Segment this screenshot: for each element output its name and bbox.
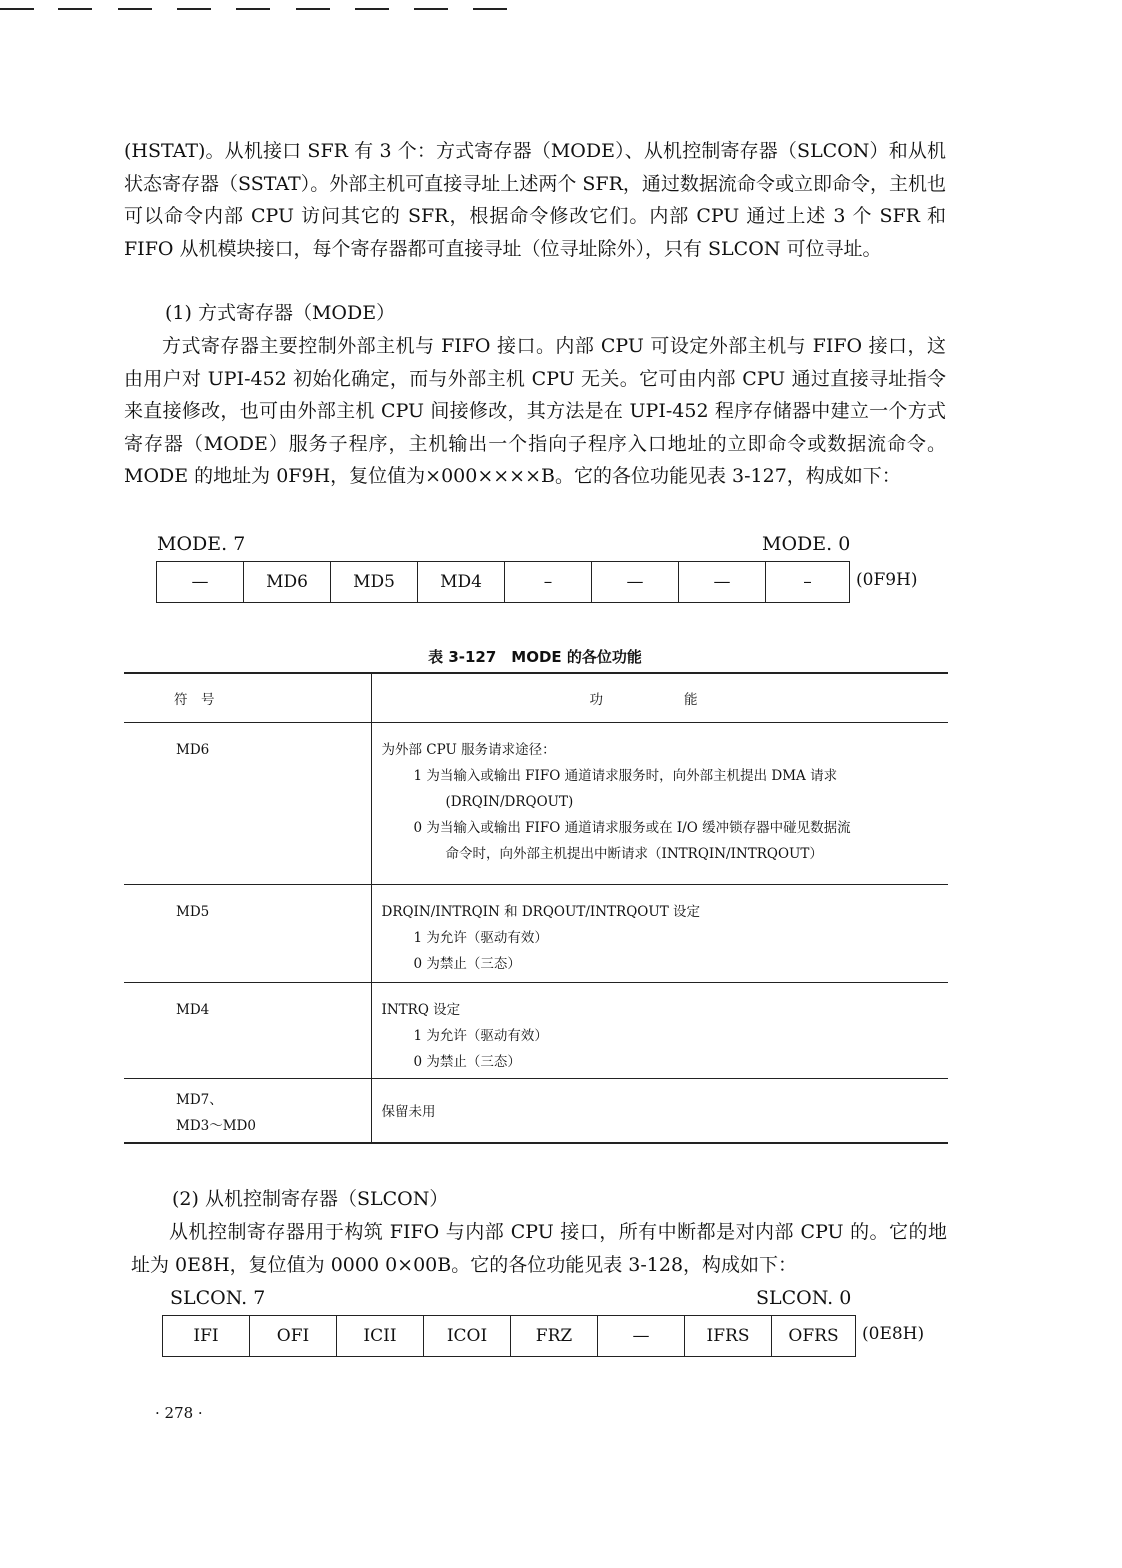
row-function	[371, 723, 948, 885]
function-line: 1 为允许（驱动有效）	[413, 930, 548, 946]
table-row	[124, 885, 948, 983]
function-line: 0 为禁止（三态）	[413, 956, 521, 972]
page-number: · 278 ·	[155, 1404, 203, 1422]
row-symbol: MD7、 MD3～MD0	[124, 1079, 371, 1143]
function-line: 1 为当输入或输出 FIFO 通道请求服务时，向外部主机提出 DMA 请求	[413, 768, 838, 784]
row-function	[371, 983, 948, 1079]
row-function	[371, 885, 948, 983]
paragraph-mode-description: 方式寄存器主要控制外部主机与 FIFO 接口。内部 CPU 可设定外部主机与 FIFO 接口，这由用户对 UPI-452 初始化确定，而与外部主机 CPU 无关。它可由内部 CPU 通过直接寻址指令来直接修改，也可由外部主机 CPU 间接修改，其方法是在 UPI-452 程序存储器中建立一个方式寄存器（MODE）服务子程序，主机输出一个指向子程序入口地址的立即命令或数据流命令。MODE 的地址为 0F9H，复位值为×000××××B。它的各位功能见表 3-127，构成如下：	[124, 335, 946, 487]
mode-bit-1: —	[679, 562, 766, 602]
table-caption: 表 3-127 MODE 的各位功能	[428, 648, 642, 666]
function-line: 1 为允许（驱动有效）	[413, 1028, 548, 1044]
paragraph-slave-interface-sfr: (HSTAT)。从机接口 SFR 有 3 个：方式寄存器（MODE）、从机控制寄存器（SLCON）和从机状态寄存器（SSTAT）。外部主机可直接寻址上述两个 SFR，通过数据流命令或立即命令，主机也可以命令内部 CPU 访问其它的 SFR，根据命令修改它们。内部 CPU 通过上述 3 个 SFR 和 FIFO 从机模块接口，每个寄存器都可直接寻址（位寻址除外），只有 SLCON 可位寻址。	[124, 140, 946, 260]
slcon-address: (0E8H)	[862, 1324, 925, 1344]
mode-bit-5: MD5	[331, 562, 418, 602]
mode-bit-0: –	[803, 572, 812, 592]
function-line: 0 为禁止（三态）	[413, 1054, 521, 1070]
slcon-bit-1: IFRS	[685, 1316, 772, 1356]
slcon-bit-0: OFRS	[788, 1326, 839, 1346]
function-line: INTRQ 设定	[381, 1002, 461, 1018]
mode-address: (0F9H)	[856, 570, 918, 590]
function-line: 0 为当输入或输出 FIFO 通道请求服务或在 I/O 缓冲锁存器中碰见数据流	[413, 820, 851, 836]
mode-bit-2: —	[592, 562, 679, 602]
row-symbol: MD6	[124, 723, 371, 885]
function-line: (DRQIN/DRQOUT)	[445, 794, 574, 810]
slcon-bit-2: —	[598, 1316, 685, 1356]
table-row	[124, 723, 948, 885]
row-symbol: MD4	[124, 983, 371, 1079]
slcon-register-diagram	[162, 1315, 856, 1357]
slcon-bit-3: FRZ	[511, 1316, 598, 1356]
row-function	[371, 1079, 948, 1143]
mode-label-msb: MODE. 7	[157, 533, 246, 555]
slcon-bit-4: ICOI	[424, 1316, 511, 1356]
mode-bit-3: –	[505, 562, 592, 602]
mode-bit-7: —	[157, 562, 244, 602]
heading-mode-register: (1) 方式寄存器（MODE）	[165, 302, 396, 324]
function-line: 保留未用	[381, 1104, 436, 1120]
table-header-row	[124, 673, 948, 723]
function-line: 为外部 CPU 服务请求途径：	[381, 742, 556, 758]
slcon-bit-7: IFI	[163, 1316, 250, 1356]
slcon-label-lsb: SLCON. 0	[756, 1287, 852, 1309]
function-line: DRQIN/INTRQIN 和 DRQOUT/INTRQOUT 设定	[381, 904, 701, 920]
slcon-bit-6: OFI	[250, 1316, 337, 1356]
mode-bit-4: MD4	[418, 562, 505, 602]
mode-bits-table	[124, 672, 948, 1144]
mode-bit-6: MD6	[244, 562, 331, 602]
paragraph-slcon-description: 从机控制寄存器用于构筑 FIFO 与内部 CPU 接口，所有中断都是对内部 CPU 的。它的地址为 0E8H，复位值为 0000 0×00B。它的各位功能见表 3-128，构成如下：	[131, 1221, 947, 1276]
heading-slcon-register: (2) 从机控制寄存器（SLCON）	[172, 1188, 449, 1210]
table-row	[124, 1079, 948, 1143]
slcon-bit-5: ICII	[337, 1316, 424, 1356]
header-function: 功 能	[371, 673, 948, 723]
function-line: 命令时，向外部主机提出中断请求（INTRQIN/INTRQOUT）	[445, 846, 823, 862]
table-row	[124, 983, 948, 1079]
mode-label-lsb: MODE. 0	[762, 533, 851, 555]
mode-register-diagram	[156, 561, 850, 603]
header-symbol: 符 号	[124, 673, 371, 723]
slcon-label-msb: SLCON. 7	[170, 1287, 266, 1309]
row-symbol: MD5	[124, 885, 371, 983]
